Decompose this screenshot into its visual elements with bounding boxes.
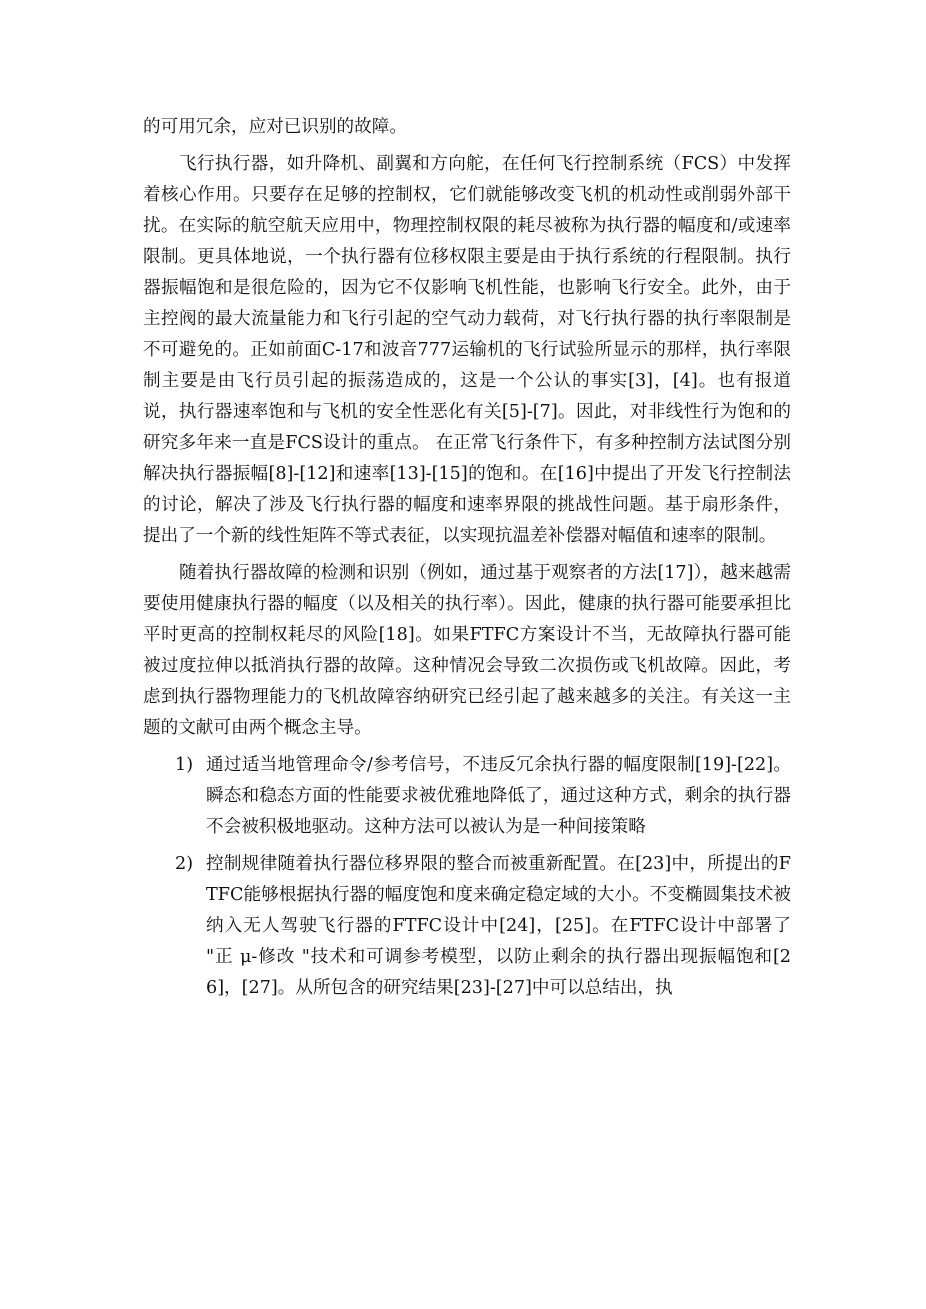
list-item-text: 通过适当地管理命令/参考信号，不违反冗余执行器的幅度限制[19]-[22]。瞬态和稳态方面的性能要求被优雅地降低了，通过这种方式，剩余的执行器不会被积极地驱动。这种方法可以被认为是一种间接策略 — [206, 755, 791, 837]
paragraph-continuation: 的可用冗余，应对已识别的故障。 — [143, 117, 407, 137]
list-item-number: 1) — [175, 755, 194, 775]
list-item — [143, 750, 791, 843]
paragraph-fault-detection: 随着执行器故障的检测和识别（例如，通过基于观察者的方法[17]），越来越需要使用健康执行器的幅度（以及相关的执行率）。因此，健康的执行器可能要承担比平时更高的控制权耗尽的风险[18]。如果FTFC方案设计不当，无故障执行器可能被过度拉伸以抵消执行器的故障。这种情况会导致二次损伤或飞机故障。因此，考虑到执行器物理能力的飞机故障容纳研究已经引起了越来越多的关注。有关这一主题的文献可由两个概念主导。 — [143, 563, 791, 738]
list-item — [143, 849, 791, 1004]
list-item-number: 2) — [175, 854, 194, 874]
list-item-text: 控制规律随着执行器位移界限的整合而被重新配置。在[23]中，所提出的FTFC能够根据执行器的幅度饱和度来确定稳定域的大小。不变椭圆集技术被纳入无人驾驶飞行器的FTFC设计中[24]，[25]。在FTFC设计中部署了 "正 μ-修改 "技术和可调参考模型，以防止剩余的执行器出现振幅饱和[26]，[27]。从所包含的研究结果[23]-[27]中可以总结出，执 — [206, 854, 791, 998]
paragraph-flight-actuators: 飞行执行器，如升降机、副翼和方向舵，在任何飞行控制系统（FCS）中发挥着核心作用。只要存在足够的控制权，它们就能够改变飞机的机动性或削弱外部干扰。在实际的航空航天应用中，物理控制权限的耗尽被称为执行器的幅度和/或速率限制。更具体地说，一个执行器有位移权限主要是由于执行系统的行程限制。执行器振幅饱和是很危险的，因为它不仅影响飞机性能，也影响飞行安全。此外，由于主控阀的最大流量能力和飞行引起的空气动力载荷，对飞行执行器的执行率限制是不可避免的。正如前面C-17和波音777运输机的飞行试验所显示的那样，执行率限制主要是由飞行员引起的振荡造成的，这是一个公认的事实[3]，[4]。也有报道说，执行器速率饱和与飞机的安全性恶化有关[5]-[7]。因此，对非线性行为饱和的研究多年来一直是FCS设计的重点。 在正常飞行条件下，有多种控制方法试图分别解决执行器振幅[8]-[12]和速率[13]-[15]的饱和。在[16]中提出了开发飞行控制法的讨论，解决了涉及飞行执行器的幅度和速率界限的挑战性问题。基于扇形条件，提出了一个新的线性矩阵不等式表征，以实现抗温差补偿器对幅值和速率的限制。 — [143, 154, 791, 546]
numbered-list — [143, 750, 791, 1004]
document-page — [143, 112, 791, 1010]
